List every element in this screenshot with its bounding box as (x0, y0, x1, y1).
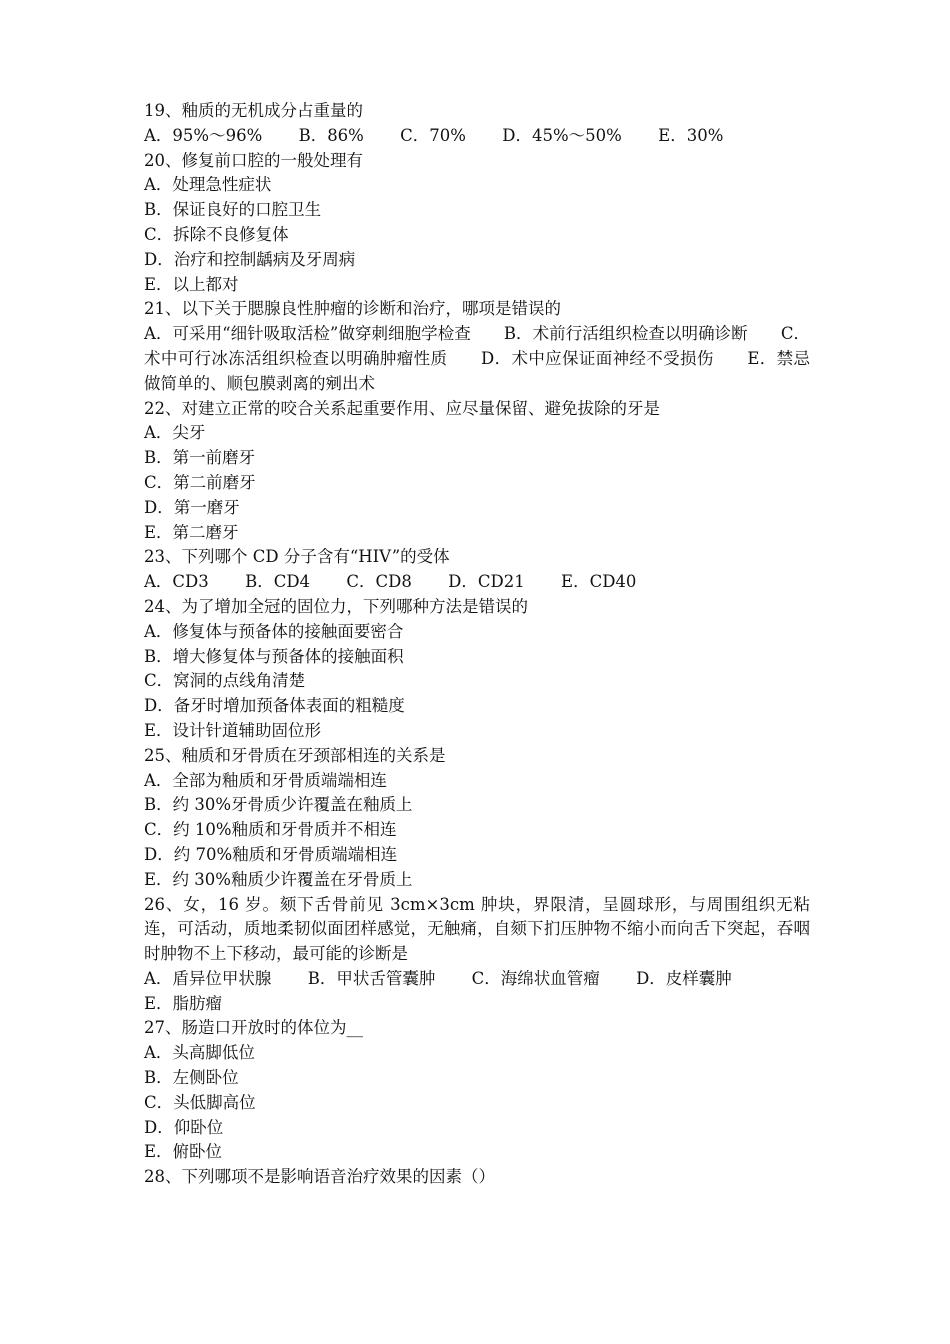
line-text: B．左侧卧位 (144, 1068, 239, 1088)
line-text: E．脂肪瘤 (144, 993, 223, 1013)
line-text: B．约 30%牙骨质少许覆盖在釉质上 (144, 795, 413, 815)
text-line (144, 521, 810, 546)
line-text: E．约 30%釉质少许覆盖在牙骨质上 (144, 869, 413, 889)
line-text: B．保证良好的口腔卫生 (144, 200, 322, 220)
text-line (144, 1091, 810, 1116)
text-line (144, 620, 810, 645)
text-line (144, 545, 810, 570)
answer-option: C．70% (400, 125, 466, 145)
line-text: 21、以下关于腮腺良性肿瘤的诊断和治疗，哪项是错误的 (144, 299, 561, 319)
line-text: 23、下列哪个 CD 分子含有“HIV”的受体 (144, 547, 450, 567)
line-text: 19、釉质的无机成分占重量的 (144, 101, 363, 120)
text-line (144, 843, 810, 868)
document-page (144, 99, 810, 1190)
line-text: E．设计针道辅助固位形 (144, 720, 322, 740)
text-line (144, 570, 810, 595)
line-text: A．处理急性症状 (144, 175, 272, 195)
text-line (144, 1140, 810, 1165)
answer-option: D．CD21 (448, 572, 525, 592)
line-text: 22、对建立正常的咬合关系起重要作用、应尽量保留、避免拔除的牙是 (144, 398, 660, 418)
text-line (144, 496, 810, 521)
text-line (144, 719, 810, 744)
line-text: A．修复体与预备体的接触面要密合 (144, 621, 404, 641)
text-line (144, 868, 810, 893)
line-text: B．第一前磨牙 (144, 448, 256, 468)
text-line (144, 297, 810, 322)
text-line (144, 992, 810, 1017)
text-line (144, 149, 810, 174)
text-line (144, 967, 810, 992)
text-line (144, 173, 810, 198)
line-text: D．约 70%釉质和牙骨质端端相连 (144, 844, 398, 864)
answer-option: D．皮样囊肿 (636, 968, 732, 988)
line-text: E．俯卧位 (144, 1142, 223, 1162)
line-text: D．备牙时增加预备体表面的粗糙度 (144, 696, 405, 716)
line-text: D．治疗和控制龋病及牙周病 (144, 249, 356, 269)
text-line (144, 645, 810, 670)
text-line (144, 669, 810, 694)
line-text: C．第二前磨牙 (144, 472, 256, 492)
answer-option: E．30% (658, 125, 724, 145)
answer-option: B．86% (298, 125, 364, 145)
question-paragraph: A．可采用“细针吸取活检”做穿刺细胞学检查 B．术前行活组织检查以明确诊断 C．术中可行冰冻活组织检查以明确肿瘤性质 D．术中应保证面神经不受损伤 E．禁忌做简单的、顺包膜剥离的剜出术 (144, 324, 810, 393)
answer-option: D．45%～50% (502, 125, 622, 145)
text-line (144, 595, 810, 620)
answer-option: A．CD3 (144, 572, 209, 592)
answer-option: B．CD4 (245, 572, 311, 592)
line-text: 25、釉质和牙骨质在牙颈部相连的关系是 (144, 745, 446, 765)
line-text: D．第一磨牙 (144, 497, 240, 517)
text-line (144, 446, 810, 471)
text-line (144, 1041, 810, 1066)
answer-option: E．CD40 (561, 572, 637, 592)
line-text: A．全部为釉质和牙骨质端端相连 (144, 770, 387, 790)
text-line (144, 769, 810, 794)
text-line (144, 248, 810, 273)
line-text: E．以上都对 (144, 274, 239, 294)
line-text: B．增大修复体与预备体的接触面积 (144, 646, 404, 666)
line-text: D．仰卧位 (144, 1117, 224, 1137)
line-text: C．拆除不良修复体 (144, 224, 289, 244)
text-line (144, 99, 810, 124)
text-line (144, 124, 810, 149)
answer-option: C．CD8 (346, 572, 412, 592)
question-paragraph: 26、女，16 岁。颏下舌骨前见 3cm×3cm 肿块，界限清，呈圆球形，与周围组织无粘连，可活动，质地柔韧似面团样感觉，无触痛，自颏下扪压肿物不缩小而向舌下突起，吞咽时肿物不上下移动，最可能的诊断是 (144, 894, 810, 964)
text-line (144, 397, 810, 422)
answer-option: A．盾异位甲状腺 (144, 968, 272, 988)
line-text: C．约 10%釉质和牙骨质并不相连 (144, 820, 397, 840)
text-line (144, 273, 810, 298)
text-line (144, 1066, 810, 1091)
answer-option: B．甲状舌管囊肿 (307, 968, 436, 988)
line-text: 20、修复前口腔的一般处理有 (144, 150, 363, 170)
line-text: E．第二磨牙 (144, 522, 239, 542)
text-line (144, 744, 810, 769)
line-text: A．头高脚低位 (144, 1043, 255, 1063)
line-text: 24、为了增加全冠的固位力，下列哪种方法是错误的 (144, 596, 528, 616)
line-text: 27、肠造口开放时的体位为__ (144, 1018, 363, 1038)
text-line (144, 198, 810, 223)
answer-option: A．95%～96% (144, 125, 263, 145)
text-line (144, 1016, 810, 1041)
text-line (144, 1116, 810, 1141)
text-line (144, 1165, 810, 1190)
text-line (144, 793, 810, 818)
line-text: A．尖牙 (144, 423, 206, 443)
text-line (144, 694, 810, 719)
text-line (144, 818, 810, 843)
line-text: 28、下列哪项不是影响语音治疗效果的因素（） (144, 1167, 495, 1187)
line-text: C．头低脚高位 (144, 1092, 256, 1112)
text-line (144, 471, 810, 496)
line-text: C．窝洞的点线角清楚 (144, 671, 306, 691)
text-line (144, 223, 810, 248)
text-line (144, 421, 810, 446)
answer-option: C．海绵状血管瘤 (471, 968, 600, 988)
